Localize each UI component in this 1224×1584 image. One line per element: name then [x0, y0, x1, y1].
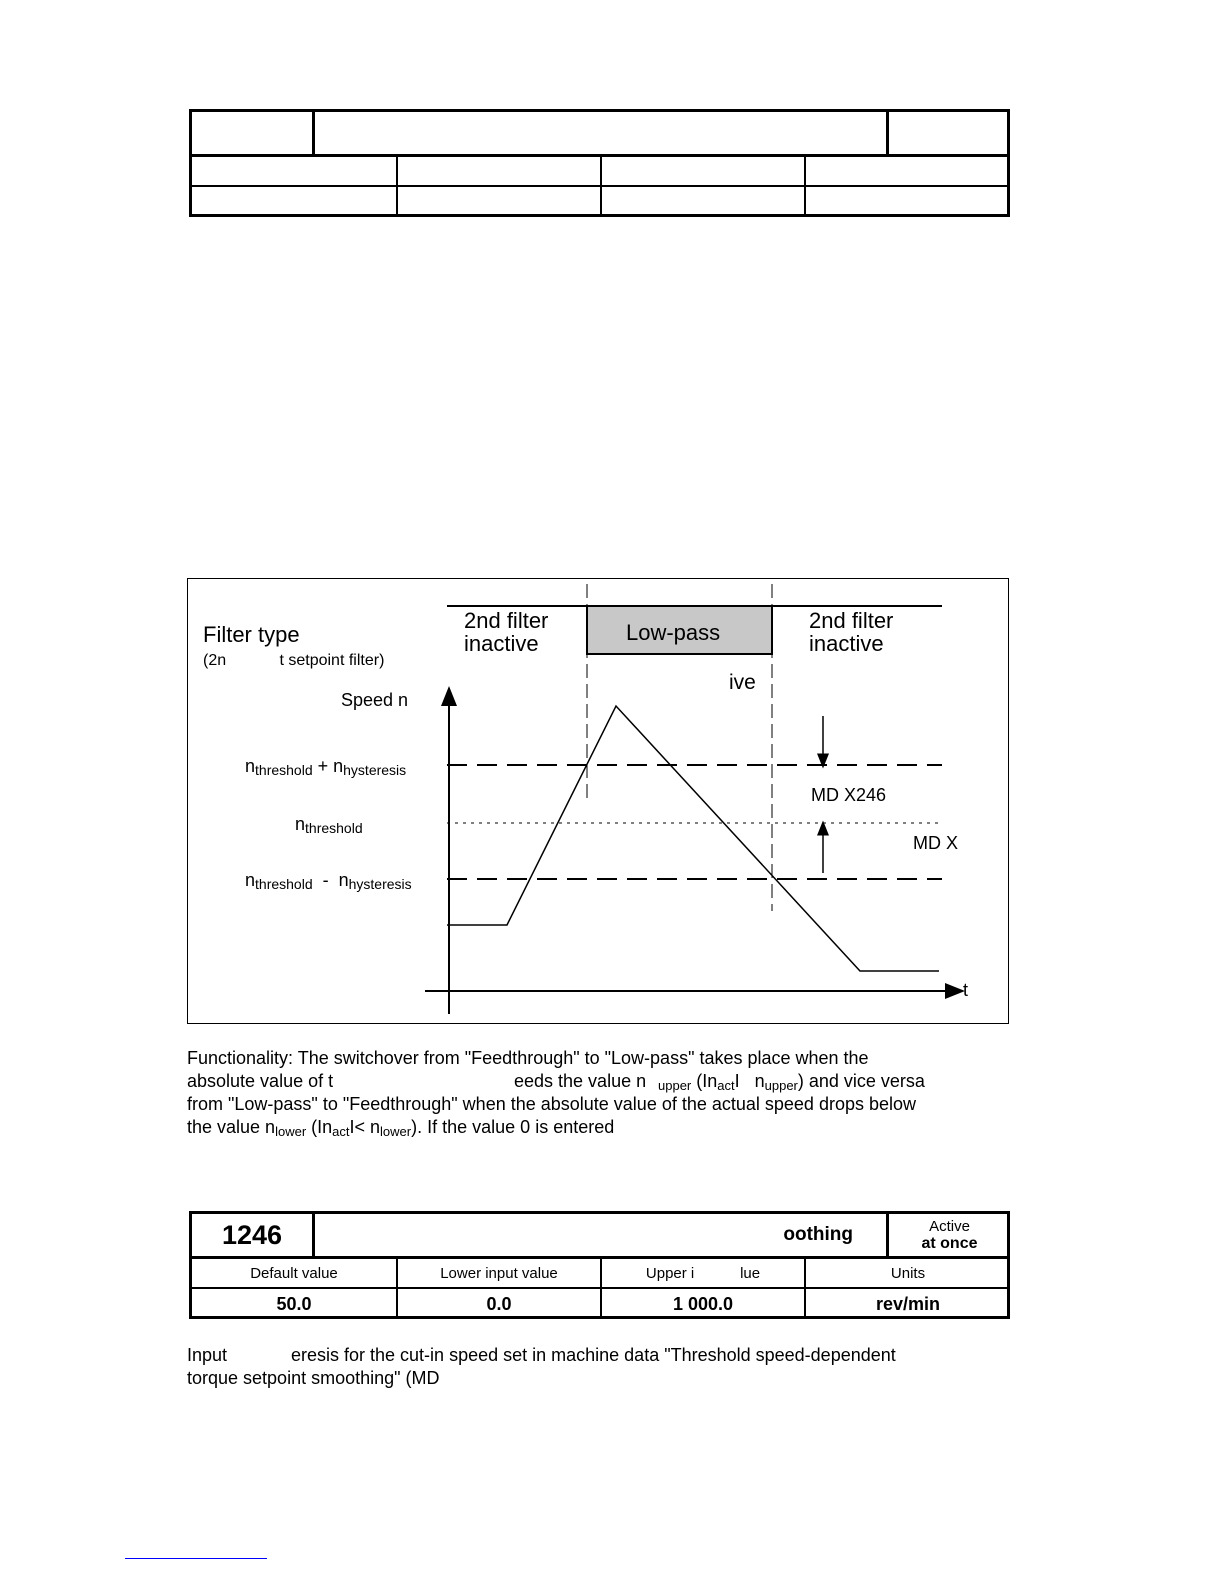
functionality-text-4d: ). If the value 0 is entered: [411, 1117, 615, 1137]
md-title: oothing: [783, 1224, 853, 1245]
input-text-1a: Input: [187, 1345, 228, 1365]
input-line-2: [187, 1367, 440, 1390]
top-table-col-divider: [396, 157, 398, 217]
header-units: Units: [890, 1264, 926, 1282]
md-activation-line1: Active: [929, 1218, 970, 1235]
functionality-text-2e: ) and vice versa: [797, 1071, 925, 1091]
footnote-rule: [125, 1558, 267, 1559]
speed-profile-curve: [447, 706, 939, 971]
functionality-line-2: [187, 1070, 647, 1093]
functionality-text-4c: I< n: [349, 1117, 381, 1137]
time-axis-label: t: [963, 980, 969, 1000]
functionality-text-2c: (In: [691, 1071, 718, 1091]
value-default: 50.0: [276, 1293, 312, 1314]
md-activation: [889, 1214, 1010, 1256]
sub-upper-2: upper: [764, 1078, 798, 1093]
top-parameter-table: [189, 109, 1010, 217]
functionality-text-1: Functionality: The switchover from "Feedthrough" to "Low-pass" takes place when the: [187, 1048, 869, 1068]
md-upper-label: MD X246: [811, 785, 887, 805]
value-upper-input: 1 000.0: [672, 1293, 734, 1314]
functionality-text-4b: (In: [306, 1117, 333, 1137]
state-left-line1: 2nd filter: [464, 608, 549, 633]
functionality-text-2b: eeds the value n: [514, 1071, 647, 1091]
value-lower-input: 0.0: [486, 1293, 512, 1314]
md-number: 1246: [221, 1219, 283, 1250]
state-right-line2: inactive: [809, 631, 884, 656]
sub-lower: lower: [275, 1124, 307, 1139]
speed-threshold-diagram: [187, 578, 1009, 1024]
top-table-col-divider: [886, 112, 889, 154]
md-lower-label: MD X: [913, 833, 958, 853]
functionality-text-2a: absolute value of t: [187, 1071, 334, 1091]
label-threshold-plus-hysteresis: nthreshold + nhysteresis: [245, 756, 407, 778]
label-threshold: nthreshold: [295, 814, 363, 836]
top-table-col-divider: [804, 157, 806, 217]
state-low-pass-label: Low-pass: [626, 620, 721, 645]
value-units: rev/min: [875, 1293, 941, 1314]
filter-type-sublabel: (2n t setpoint filter): [203, 652, 385, 669]
header-default-value: Default value: [250, 1264, 338, 1282]
header-upper-input-value: Upper i lue: [645, 1264, 761, 1282]
sub-lower-2: lower: [380, 1124, 412, 1139]
input-line-1: [187, 1344, 896, 1367]
sub-act: act: [717, 1078, 735, 1093]
diagram-svg: [187, 578, 1009, 1024]
sub-act-2: act: [332, 1124, 350, 1139]
header-lower-input-value: Lower input value: [440, 1264, 558, 1282]
functionality-line-4: [187, 1116, 614, 1139]
functionality-line-1: [187, 1047, 869, 1070]
md-activation-line2: at once: [921, 1235, 978, 1252]
functionality-text-2d: I n: [734, 1071, 765, 1091]
active-fragment: ive: [729, 671, 756, 694]
functionality-line-2-cont: [658, 1070, 925, 1093]
md-1246-table: [189, 1211, 1010, 1319]
sub-upper: upper: [658, 1078, 692, 1093]
functionality-line-3: [187, 1093, 916, 1116]
state-right-line1: 2nd filter: [809, 608, 894, 633]
functionality-text-3: from "Low-pass" to "Feedthrough" when the absolute value of the actual speed drops below: [187, 1094, 916, 1114]
functionality-text-4a: the value n: [187, 1117, 276, 1137]
label-threshold-minus-hysteresis: nthreshold - nhysteresis: [245, 870, 412, 892]
state-left-line2: inactive: [464, 631, 539, 656]
input-text-1b: eresis for the cut-in speed set in machine data "Threshold speed-dependent: [291, 1345, 896, 1365]
input-text-2: torque setpoint smoothing" (MD: [187, 1368, 440, 1388]
top-table-col-divider: [312, 112, 315, 154]
top-table-col-divider: [600, 157, 602, 217]
speed-axis-label: Speed n: [341, 690, 409, 710]
filter-type-label: Filter type: [203, 622, 300, 647]
